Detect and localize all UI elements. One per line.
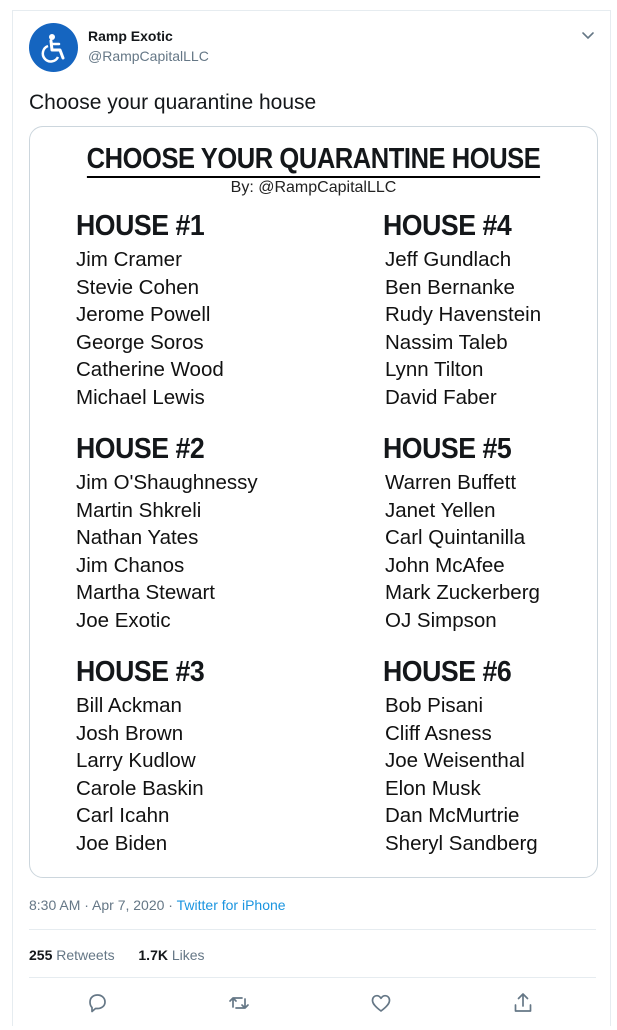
- house-member: Joe Weisenthal: [385, 749, 525, 772]
- retweets-stat[interactable]: 255 Retweets: [29, 947, 115, 963]
- house-heading: HOUSE #3: [76, 656, 205, 688]
- house-member: Carole Baskin: [76, 776, 204, 800]
- tweet-meta: [29, 897, 286, 913]
- house-member: Michael Lewis: [76, 385, 205, 409]
- house-member: Catherine Wood: [76, 358, 224, 381]
- chevron-down-icon[interactable]: [580, 27, 596, 43]
- tweet-card: [12, 10, 611, 1026]
- house-member: Joe Exotic: [76, 608, 171, 632]
- like-icon[interactable]: [369, 991, 393, 1015]
- avatar[interactable]: [29, 23, 78, 72]
- house-member: Janet Yellen: [385, 498, 496, 522]
- house-member: Jim O'Shaughnessy: [76, 471, 258, 494]
- image-title: CHOOSE YOUR QUARANTINE HOUSE: [64, 143, 563, 176]
- house-member: Jim Cramer: [76, 248, 182, 271]
- house-member: Stevie Cohen: [76, 275, 200, 299]
- house-member: Warren Buffett: [385, 471, 517, 494]
- house-member: Bob Pisani: [385, 694, 484, 717]
- divider: [29, 929, 596, 930]
- house-member: Joe Biden: [76, 831, 168, 855]
- house-member: Carl Quintanilla: [385, 526, 526, 549]
- tweet-image[interactable]: [29, 126, 598, 878]
- reply-icon[interactable]: [85, 991, 109, 1015]
- house-heading: HOUSE #2: [76, 433, 205, 465]
- meta-separator: ·: [164, 897, 177, 913]
- house-heading: HOUSE #5: [383, 433, 512, 465]
- house-member: Cliff Asness: [385, 721, 492, 745]
- tweet-text: Choose your quarantine house: [29, 91, 317, 114]
- timestamp[interactable]: 8:30 AM · Apr 7, 2020: [29, 897, 165, 913]
- house-member: David Faber: [385, 385, 497, 409]
- house-member: Jeff Gundlach: [385, 248, 512, 271]
- house-member: Elon Musk: [385, 776, 481, 800]
- image-byline: By: @RampCapitalLLC: [230, 179, 397, 196]
- house-member: Lynn Tilton: [385, 358, 484, 381]
- house-member: Rudy Havenstein: [385, 303, 542, 326]
- divider: [29, 977, 596, 978]
- house-member: Martin Shkreli: [76, 498, 202, 522]
- retweet-icon[interactable]: [227, 991, 251, 1015]
- house-member: Carl Icahn: [76, 804, 170, 827]
- author-handle[interactable]: @RampCapitalLLC: [88, 48, 209, 64]
- house-heading: HOUSE #4: [383, 210, 512, 242]
- house-heading: HOUSE #1: [76, 210, 205, 242]
- house-member: Sheryl Sandberg: [385, 831, 538, 855]
- house-member: Martha Stewart: [76, 581, 215, 604]
- house-member: Mark Zuckerberg: [385, 581, 540, 604]
- house-member: OJ Simpson: [385, 608, 497, 632]
- house-member: Larry Kudlow: [76, 749, 196, 772]
- house-member: George Soros: [76, 330, 204, 354]
- tweet-stats: [29, 947, 205, 963]
- house-member: Ben Bernanke: [385, 275, 515, 299]
- wheelchair-icon: [37, 31, 71, 65]
- author-name[interactable]: Ramp Exotic: [88, 28, 173, 44]
- share-icon[interactable]: [511, 991, 535, 1015]
- house-member: Nassim Taleb: [385, 330, 508, 354]
- house-member: Dan McMurtrie: [385, 804, 520, 827]
- house-member: Jerome Powell: [76, 303, 211, 326]
- likes-stat[interactable]: 1.7K Likes: [138, 947, 205, 963]
- house-member: Nathan Yates: [76, 526, 199, 549]
- house-member: John McAfee: [385, 553, 505, 577]
- house-member: Jim Chanos: [76, 553, 185, 577]
- source-link[interactable]: Twitter for iPhone: [176, 897, 286, 913]
- house-heading: HOUSE #6: [383, 656, 512, 688]
- house-member: Bill Ackman: [76, 694, 182, 717]
- house-member: Josh Brown: [76, 721, 184, 745]
